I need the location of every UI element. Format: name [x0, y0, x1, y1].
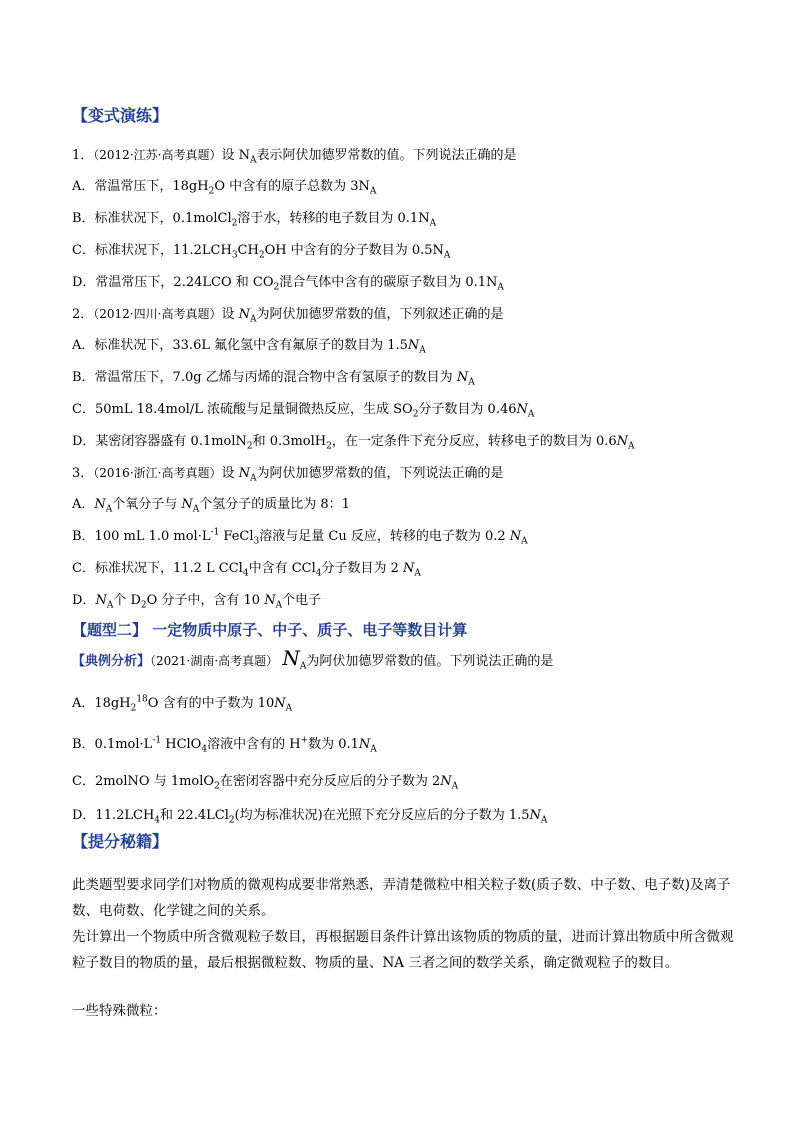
subscript: 2 — [130, 703, 137, 714]
question-number: 3． — [72, 466, 94, 481]
subscript: 2 — [273, 282, 280, 293]
avogadro-symbol: N — [403, 561, 415, 576]
section-title-variant-practice: 【变式演练】 — [72, 106, 169, 125]
text: 设 — [221, 466, 239, 481]
superscript: -1 — [152, 735, 162, 746]
subscript: A — [106, 600, 114, 611]
avogadro-symbol: N — [274, 696, 286, 711]
text: FeCl — [219, 529, 254, 544]
question-1-option-c — [72, 241, 734, 261]
question-1-option-a — [72, 177, 734, 197]
avogadro-symbol: N — [529, 808, 541, 823]
text: 溶液中含有的 H — [207, 737, 301, 752]
subscript: A — [628, 441, 635, 452]
subscript: 2 — [246, 441, 253, 452]
avogadro-symbol: N — [440, 774, 452, 789]
subscript: A — [285, 703, 293, 714]
text: 表示阿伏加德罗常数的值。下列说法正确的是 — [256, 148, 517, 163]
subscript: A — [429, 218, 437, 229]
question-3-stem — [72, 463, 734, 484]
question-source: （2012·四川·高考真题） — [93, 307, 222, 321]
subscript: A — [414, 568, 421, 579]
subscript: 4 — [201, 744, 208, 755]
subscript: 4 — [242, 568, 249, 579]
example-option-a — [72, 694, 734, 714]
avogadro-symbol: N — [407, 338, 420, 353]
text: 个电子 — [282, 593, 322, 608]
text: A． — [72, 497, 95, 512]
question-1-stem — [72, 145, 734, 166]
example-option-b — [72, 735, 734, 755]
subscript: 2 — [412, 409, 419, 420]
text: HClO — [161, 737, 202, 752]
subscript: A — [370, 744, 377, 755]
subscript: A — [540, 815, 548, 826]
subscript: A — [249, 314, 257, 325]
text: 在密闭容器中充分反应后的分子数为 2 — [219, 774, 441, 789]
text: B．0.1mol·L — [72, 737, 153, 752]
question-source: （2016·浙江·高考真题） — [93, 466, 222, 480]
text: 为阿伏加德罗常数的值，下列叙述正确的是 — [256, 307, 504, 322]
text: D．某密闭容器盛有 0.1molN — [72, 434, 247, 449]
question-2-stem — [72, 304, 734, 325]
text: C．标准状况下，11.2 L CCl — [72, 561, 243, 576]
text: ，在一定条件下充分反应，转移电子的数目为 0.6 — [331, 434, 617, 449]
subscript: A — [443, 250, 451, 261]
text: C．标准状况下，11.2LCH — [72, 243, 232, 258]
text: 混合气体中含有的碳原子数目为 0.1N — [279, 275, 498, 290]
tips-paragraph-3: 一些特殊微粒： — [72, 1003, 167, 1019]
avogadro-symbol: N — [94, 497, 106, 512]
question-2-option-b — [72, 368, 734, 388]
subscript: A — [369, 186, 377, 197]
avogadro-symbol: N — [181, 497, 193, 512]
text: 设 — [221, 307, 239, 322]
text: OH 中含有的分子数目为 0.5N — [264, 243, 444, 258]
subscript: 3 — [253, 536, 260, 547]
avogadro-symbol: N — [358, 737, 371, 752]
text: D．11.2LCH — [72, 808, 155, 823]
subscript: A — [527, 409, 535, 420]
superscript: -1 — [210, 527, 220, 538]
text: D． — [72, 593, 96, 608]
text: O 含有的中子数为 10 — [147, 696, 275, 711]
superscript: 18 — [136, 694, 148, 705]
question-3-option-d — [72, 591, 734, 611]
subscript: 2 — [214, 781, 220, 792]
question-2-option-d — [72, 432, 734, 452]
text: C．2molNO 与 1molO — [72, 774, 215, 789]
question-3-option-b — [72, 527, 734, 547]
question-1-option-b — [72, 209, 734, 229]
example-option-c — [72, 772, 734, 792]
subscript: A — [468, 377, 475, 388]
subscript: 2 — [326, 441, 332, 452]
question-2-option-a — [72, 336, 734, 356]
example-tag: 【典例分析】 — [72, 654, 151, 669]
avogadro-symbol: N — [238, 466, 250, 481]
example-option-d — [72, 806, 734, 826]
text: O 中含有的原子总数为 3N — [214, 179, 370, 194]
subscript: A — [451, 781, 459, 792]
question-number: 1． — [72, 148, 94, 163]
tips-paragraph-2: 先计算出一个物质中所含微观粒子数目，再根据题目条件计算出该物质的物质的量，进而计算出物质中所含微观粒子数目的物质的量，最后根据微粒数、物质的量、NA 三者之间的数学关系，确定微观粒子的数目。 — [72, 929, 734, 971]
text: 和 22.4LCl — [160, 808, 229, 823]
subscript: A — [521, 536, 528, 547]
avogadro-symbol: N — [516, 402, 528, 417]
subscript: 2 — [140, 600, 147, 611]
subscript: 4 — [315, 568, 322, 579]
text: B．100 mL 1.0 mol·L — [72, 529, 211, 544]
avogadro-symbol: N — [238, 307, 250, 322]
avogadro-symbol: N — [456, 370, 469, 385]
text: 个 D — [113, 593, 141, 608]
text: CH — [237, 243, 259, 258]
text: 为阿伏加德罗常数的值，下列说法正确的是 — [256, 466, 504, 481]
text: 和 0.3molH — [252, 434, 327, 449]
text: 个氧分子与 — [112, 497, 182, 512]
question-3-option-c — [72, 559, 734, 579]
avogadro-symbol: N — [95, 593, 107, 608]
text: A．18gH — [72, 696, 131, 711]
question-source: （2012·江苏·高考真题） — [93, 148, 222, 162]
subscript: 2 — [228, 815, 235, 826]
example-stem — [72, 648, 734, 672]
avogadro-symbol: N — [616, 434, 629, 449]
text: 为阿伏加德罗常数的值。下列说法正确的是 — [306, 654, 554, 669]
subscript: 3 — [231, 250, 238, 261]
text: 溶于水，转移的电子数目为 0.1N — [237, 211, 430, 226]
subscript: 2 — [258, 250, 265, 261]
question-2-option-c — [72, 400, 734, 420]
text: A．标准状况下，33.6L 氟化氢中含有氟原子的数目为 1.5 — [72, 338, 408, 353]
text: A．常温常压下，18gH — [72, 179, 209, 194]
subscript: 2 — [208, 186, 215, 197]
text: (均为标准状况)在光照下充分反应后的分子数为 1.5 — [234, 808, 530, 823]
text: B．常温常压下，7.0g 乙烯与丙烯的混合物中含有氢原子的数目为 — [72, 370, 457, 385]
text: C．50mL 18.4mol/L 浓硫酸与足量铜微热反应，生成 SO — [72, 402, 413, 417]
subscript: A — [192, 504, 200, 515]
text: 分子数目为 0.46 — [418, 402, 517, 417]
subscript: 2 — [231, 218, 238, 229]
avogadro-symbol: N — [282, 646, 300, 670]
subscript: A — [105, 504, 113, 515]
text: 数为 0.1 — [308, 737, 359, 752]
subscript: A — [299, 661, 307, 672]
section-title-type-two: 【题型二】 一定物质中原子、中子、质子、电子等数目计算 — [72, 621, 468, 639]
subscript: A — [249, 473, 257, 484]
subscript: A — [275, 600, 283, 611]
text: 个氢分子的质量比为 8：1 — [199, 497, 350, 512]
question-3-option-a — [72, 495, 734, 515]
question-source: （2021·湖南·高考真题） — [150, 654, 279, 668]
text: 溶液与足量 Cu 反应，转移的电子数为 0.2 — [259, 529, 510, 544]
text: O 分子中，含有 10 — [146, 593, 265, 608]
question-1-option-d — [72, 273, 734, 293]
question-number: 2． — [72, 307, 94, 322]
subscript: 4 — [154, 815, 161, 826]
text: B．标准状况下，0.1molCl — [72, 211, 232, 226]
text: 中含有 CCl — [248, 561, 316, 576]
subscript: A — [419, 345, 426, 356]
section-title-tips: 【提分秘籍】 — [72, 832, 169, 851]
superscript: + — [300, 735, 309, 746]
avogadro-symbol: N — [509, 529, 522, 544]
tips-paragraph-1: 此类题型要求同学们对物质的微观构成要非常熟悉，弄清楚微粒中相关粒子数(质子数、中子数、电子数)及离子数、电荷数、化学键之间的关系。 — [72, 877, 731, 919]
text: 分子数目为 2 — [321, 561, 404, 576]
subscript: A — [249, 155, 257, 166]
text: 设 N — [221, 148, 250, 163]
subscript: A — [497, 282, 504, 293]
text: D．常温常压下，2.24LCO 和 CO — [72, 275, 274, 290]
avogadro-symbol: N — [264, 593, 276, 608]
